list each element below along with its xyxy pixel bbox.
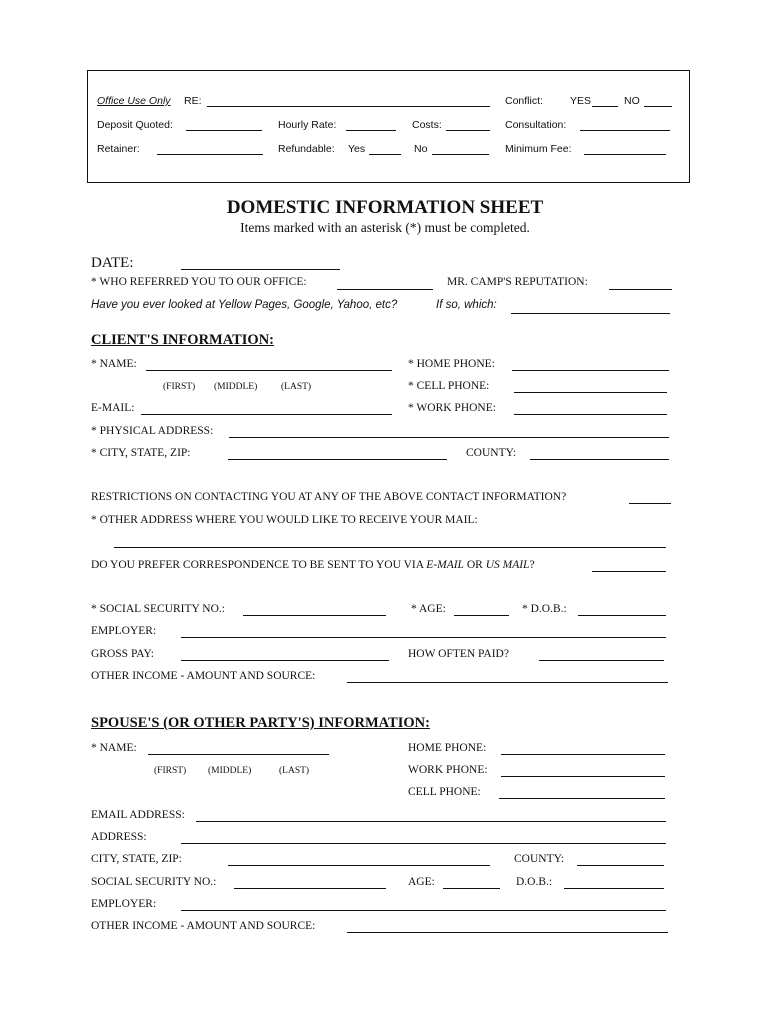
client-physical-address-label: * PHYSICAL ADDRESS: [91, 425, 214, 437]
client-age-label: * AGE: [411, 603, 446, 615]
spouse-last-label: (LAST) [279, 766, 310, 776]
office-use-box [87, 70, 690, 183]
spouse-cell-phone-label: CELL PHONE: [408, 786, 481, 798]
refundable-yes-field[interactable] [369, 154, 401, 155]
conflict-no-field[interactable] [644, 106, 672, 107]
spouse-county-label: COUNTY: [514, 853, 565, 865]
spouse-middle-label: (MIDDLE) [208, 766, 252, 776]
client-dob-label: * D.O.B.: [522, 603, 567, 615]
conflict-no-label: NO [624, 95, 640, 107]
spouse-email-label: EMAIL ADDRESS: [91, 809, 185, 821]
spouse-name-label: * NAME: [91, 742, 137, 754]
client-email-label: E-MAIL: [91, 402, 135, 414]
prefer-mail-option: US MAIL [485, 559, 530, 571]
client-first-label: (FIRST) [163, 382, 196, 392]
client-employer-field[interactable] [181, 637, 666, 638]
refundable-no-field[interactable] [432, 154, 489, 155]
costs-label: Costs: [412, 119, 442, 131]
client-city-state-zip-label: * CITY, STATE, ZIP: [91, 447, 191, 459]
spouse-employer-label: EMPLOYER: [91, 898, 157, 910]
which-field[interactable] [511, 313, 670, 314]
client-name-field[interactable] [146, 370, 392, 371]
spouse-home-phone-field[interactable] [501, 754, 665, 755]
client-cell-phone-label: * CELL PHONE: [408, 380, 490, 392]
reputation-label: MR. CAMP'S REPUTATION: [447, 276, 588, 288]
spouse-other-income-field[interactable] [347, 932, 668, 933]
consultation-label: Consultation: [505, 119, 567, 131]
spouse-age-field[interactable] [443, 888, 500, 889]
spouse-email-field[interactable] [196, 821, 666, 822]
costs-field[interactable] [446, 130, 490, 131]
restrictions-field[interactable] [629, 503, 671, 504]
prefer-correspondence-question [91, 559, 535, 571]
refundable-yes-label: Yes [348, 143, 366, 155]
client-other-income-label: OTHER INCOME - AMOUNT AND SOURCE: [91, 670, 316, 682]
conflict-label: Conflict: [505, 95, 543, 107]
client-county-field[interactable] [530, 459, 669, 460]
client-work-phone-label: * WORK PHONE: [408, 402, 496, 414]
spouse-ssn-field[interactable] [234, 888, 386, 889]
client-work-phone-field[interactable] [514, 414, 667, 415]
spouse-employer-field[interactable] [181, 910, 666, 911]
prefer-email-option: E-MAIL [426, 559, 464, 571]
client-county-label: COUNTY: [466, 447, 517, 459]
client-name-label: * NAME: [91, 358, 137, 370]
client-gross-pay-label: GROSS PAY: [91, 648, 154, 660]
other-address-field[interactable] [114, 547, 666, 548]
client-cell-phone-field[interactable] [514, 392, 667, 393]
deposit-quoted-field[interactable] [186, 130, 262, 131]
date-field[interactable] [181, 269, 340, 270]
client-section-heading: CLIENT'S INFORMATION: [91, 332, 275, 348]
page-title: DOMESTIC INFORMATION SHEET [226, 197, 544, 218]
spouse-city-state-zip-label: CITY, STATE, ZIP: [91, 853, 182, 865]
minimum-fee-label: Minimum Fee: [505, 143, 572, 155]
hourly-rate-label: Hourly Rate: [278, 119, 337, 131]
consultation-field[interactable] [580, 130, 670, 131]
restrictions-label: RESTRICTIONS ON CONTACTING YOU AT ANY OF THE ABOVE CONTACT INFORMATION? [91, 491, 567, 503]
client-ssn-field[interactable] [243, 615, 386, 616]
client-dob-field[interactable] [578, 615, 666, 616]
conflict-yes-field[interactable] [592, 106, 618, 107]
spouse-first-label: (FIRST) [154, 766, 187, 776]
hourly-rate-field[interactable] [346, 130, 396, 131]
minimum-fee-field[interactable] [584, 154, 666, 155]
page-subtitle: Items marked with an asterisk (*) must be completed. [240, 220, 530, 235]
prefer-correspondence-field[interactable] [592, 571, 666, 572]
spouse-age-label: AGE: [408, 876, 435, 888]
client-how-often-paid-field[interactable] [539, 660, 664, 661]
spouse-county-field[interactable] [577, 865, 664, 866]
client-how-often-paid-label: HOW OFTEN PAID? [408, 648, 509, 660]
office-use-only-label: Office Use Only [97, 95, 171, 107]
re-field[interactable] [207, 106, 490, 107]
yellow-pages-question: Have you ever looked at Yellow Pages, Google, Yahoo, etc? [91, 299, 398, 311]
client-employer-label: EMPLOYER: [91, 625, 157, 637]
spouse-ssn-label: SOCIAL SECURITY NO.: [91, 876, 217, 888]
spouse-work-phone-label: WORK PHONE: [408, 764, 488, 776]
refundable-label: Refundable: [278, 143, 335, 155]
spouse-address-field[interactable] [181, 843, 666, 844]
spouse-other-income-label: OTHER INCOME - AMOUNT AND SOURCE: [91, 920, 316, 932]
client-ssn-label: * SOCIAL SECURITY NO.: [91, 603, 225, 615]
spouse-dob-field[interactable] [564, 888, 664, 889]
date-label: DATE: [91, 255, 134, 271]
spouse-dob-label: D.O.B.: [516, 876, 553, 888]
client-city-state-zip-field[interactable] [228, 459, 447, 460]
prefer-or-text: OR [466, 559, 483, 571]
spouse-cell-phone-field[interactable] [499, 798, 665, 799]
refundable-no-label: No [414, 143, 428, 155]
client-age-field[interactable] [454, 615, 509, 616]
spouse-city-state-zip-field[interactable] [228, 865, 490, 866]
reputation-field[interactable] [609, 289, 672, 290]
spouse-section-heading: SPOUSE'S (OR OTHER PARTY'S) INFORMATION: [91, 715, 430, 731]
client-home-phone-label: * HOME PHONE: [408, 358, 495, 370]
re-label: RE: [184, 95, 202, 107]
other-address-label: * OTHER ADDRESS WHERE YOU WOULD LIKE TO RECEIVE YOUR MAIL: [91, 514, 478, 526]
client-other-income-field[interactable] [347, 682, 668, 683]
prefer-correspondence-text: DO YOU PREFER CORRESPONDENCE TO BE SENT TO YOU VIA [91, 559, 424, 571]
conflict-yes-label: YES [570, 95, 592, 107]
prefer-question-mark: ? [529, 559, 535, 571]
client-home-phone-field[interactable] [512, 370, 669, 371]
retainer-field[interactable] [157, 154, 263, 155]
referred-field[interactable] [337, 289, 433, 290]
client-gross-pay-field[interactable] [181, 660, 389, 661]
client-email-field[interactable] [141, 414, 392, 415]
spouse-address-label: ADDRESS: [91, 831, 147, 843]
retainer-label: Retainer: [97, 143, 140, 155]
client-physical-address-field[interactable] [229, 437, 669, 438]
if-so-label: If so, which: [436, 299, 497, 311]
spouse-home-phone-label: HOME PHONE: [408, 742, 487, 754]
deposit-quoted-label: Deposit Quoted: [97, 119, 173, 131]
referred-label: * WHO REFERRED YOU TO OUR OFFICE: [91, 276, 307, 288]
spouse-name-field[interactable] [148, 754, 329, 755]
client-middle-label: (MIDDLE) [214, 382, 258, 392]
client-last-label: (LAST) [281, 382, 312, 392]
spouse-work-phone-field[interactable] [501, 776, 665, 777]
